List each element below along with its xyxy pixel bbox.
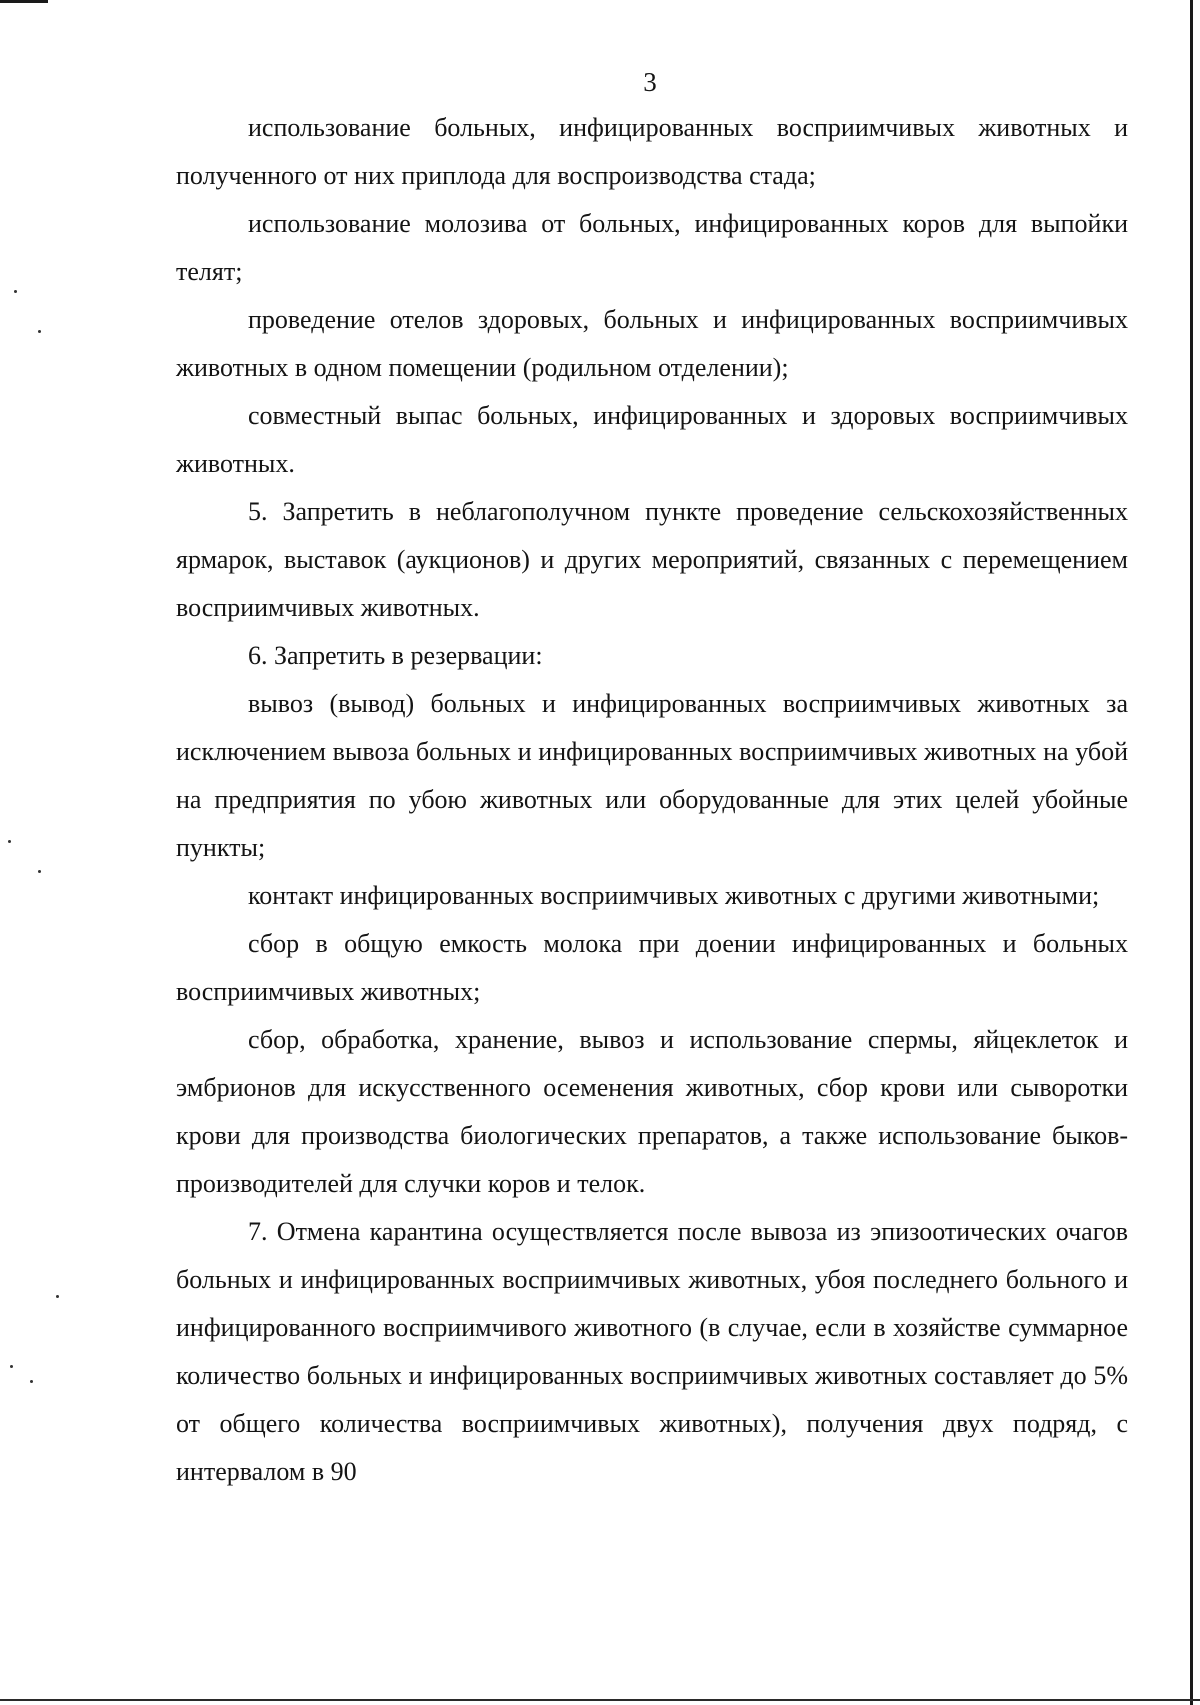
scan-speck: [38, 330, 41, 333]
scan-border-top: [0, 0, 48, 3]
paragraph: использование молозива от больных, инфицированных коров для выпойки телят;: [176, 209, 1128, 286]
scan-speck: [10, 1365, 13, 1368]
paragraph: контакт инфицированных восприимчивых животных с другими животными;: [248, 881, 1100, 910]
paragraph: использование больных, инфицированных восприимчивых животных и полученного от них приплода для воспроизводства стада;: [176, 113, 1128, 190]
scan-speck: [56, 1295, 59, 1298]
paragraph: 6. Запретить в резервации:: [248, 641, 543, 670]
scan-speck: [14, 290, 17, 293]
paragraph: 5. Запретить в неблагополучном пункте проведение сельскохозяйственных ярмарок, выставок (аукционов) и других мероприятий, связанных с перемещением восприимчивых животных.: [176, 497, 1128, 622]
paragraph: вывоз (вывод) больных и инфицированных восприимчивых животных за исключением вывоза больных и инфицированных восприимчивых животных на убой на предприятия по убою животных или оборудованные для этих целей убойные пункты;: [176, 689, 1128, 862]
paragraph: 7. Отмена карантина осуществляется после вывоза из эпизоотических очагов больных и инфицированных восприимчивых животных, убоя последнего больного и инфицированного восприимчивого животного (в случае, если в хозяйстве суммарное количество больных и инфицированных восприимчивых животных составляет до 5% от общего количества восприимчивых животных), получения двух подряд, с интервалом в 90: [176, 1217, 1128, 1486]
scan-speck: [30, 1380, 33, 1383]
paragraph: сбор, обработка, хранение, вывоз и использование спермы, яйцеклеток и эмбрионов для искусственного осеменения животных, сбор крови или сыворотки крови для производства биологических препаратов, а также использование быков-производителей для случки коров и телок.: [176, 1025, 1128, 1198]
document-body: [176, 104, 1128, 1496]
scan-border-bottom: [0, 1699, 1200, 1701]
scan-speck: [8, 840, 11, 843]
page-number: 3: [643, 67, 657, 97]
paragraph: совместный выпас больных, инфицированных и здоровых восприимчивых животных.: [176, 401, 1128, 478]
scan-border-right: [1190, 0, 1193, 1705]
scan-speck: [38, 870, 41, 873]
paragraph: сбор в общую емкость молока при доении инфицированных и больных восприимчивых животных;: [176, 929, 1128, 1006]
paragraph: проведение отелов здоровых, больных и инфицированных восприимчивых животных в одном помещении (родильном отделении);: [176, 305, 1128, 382]
